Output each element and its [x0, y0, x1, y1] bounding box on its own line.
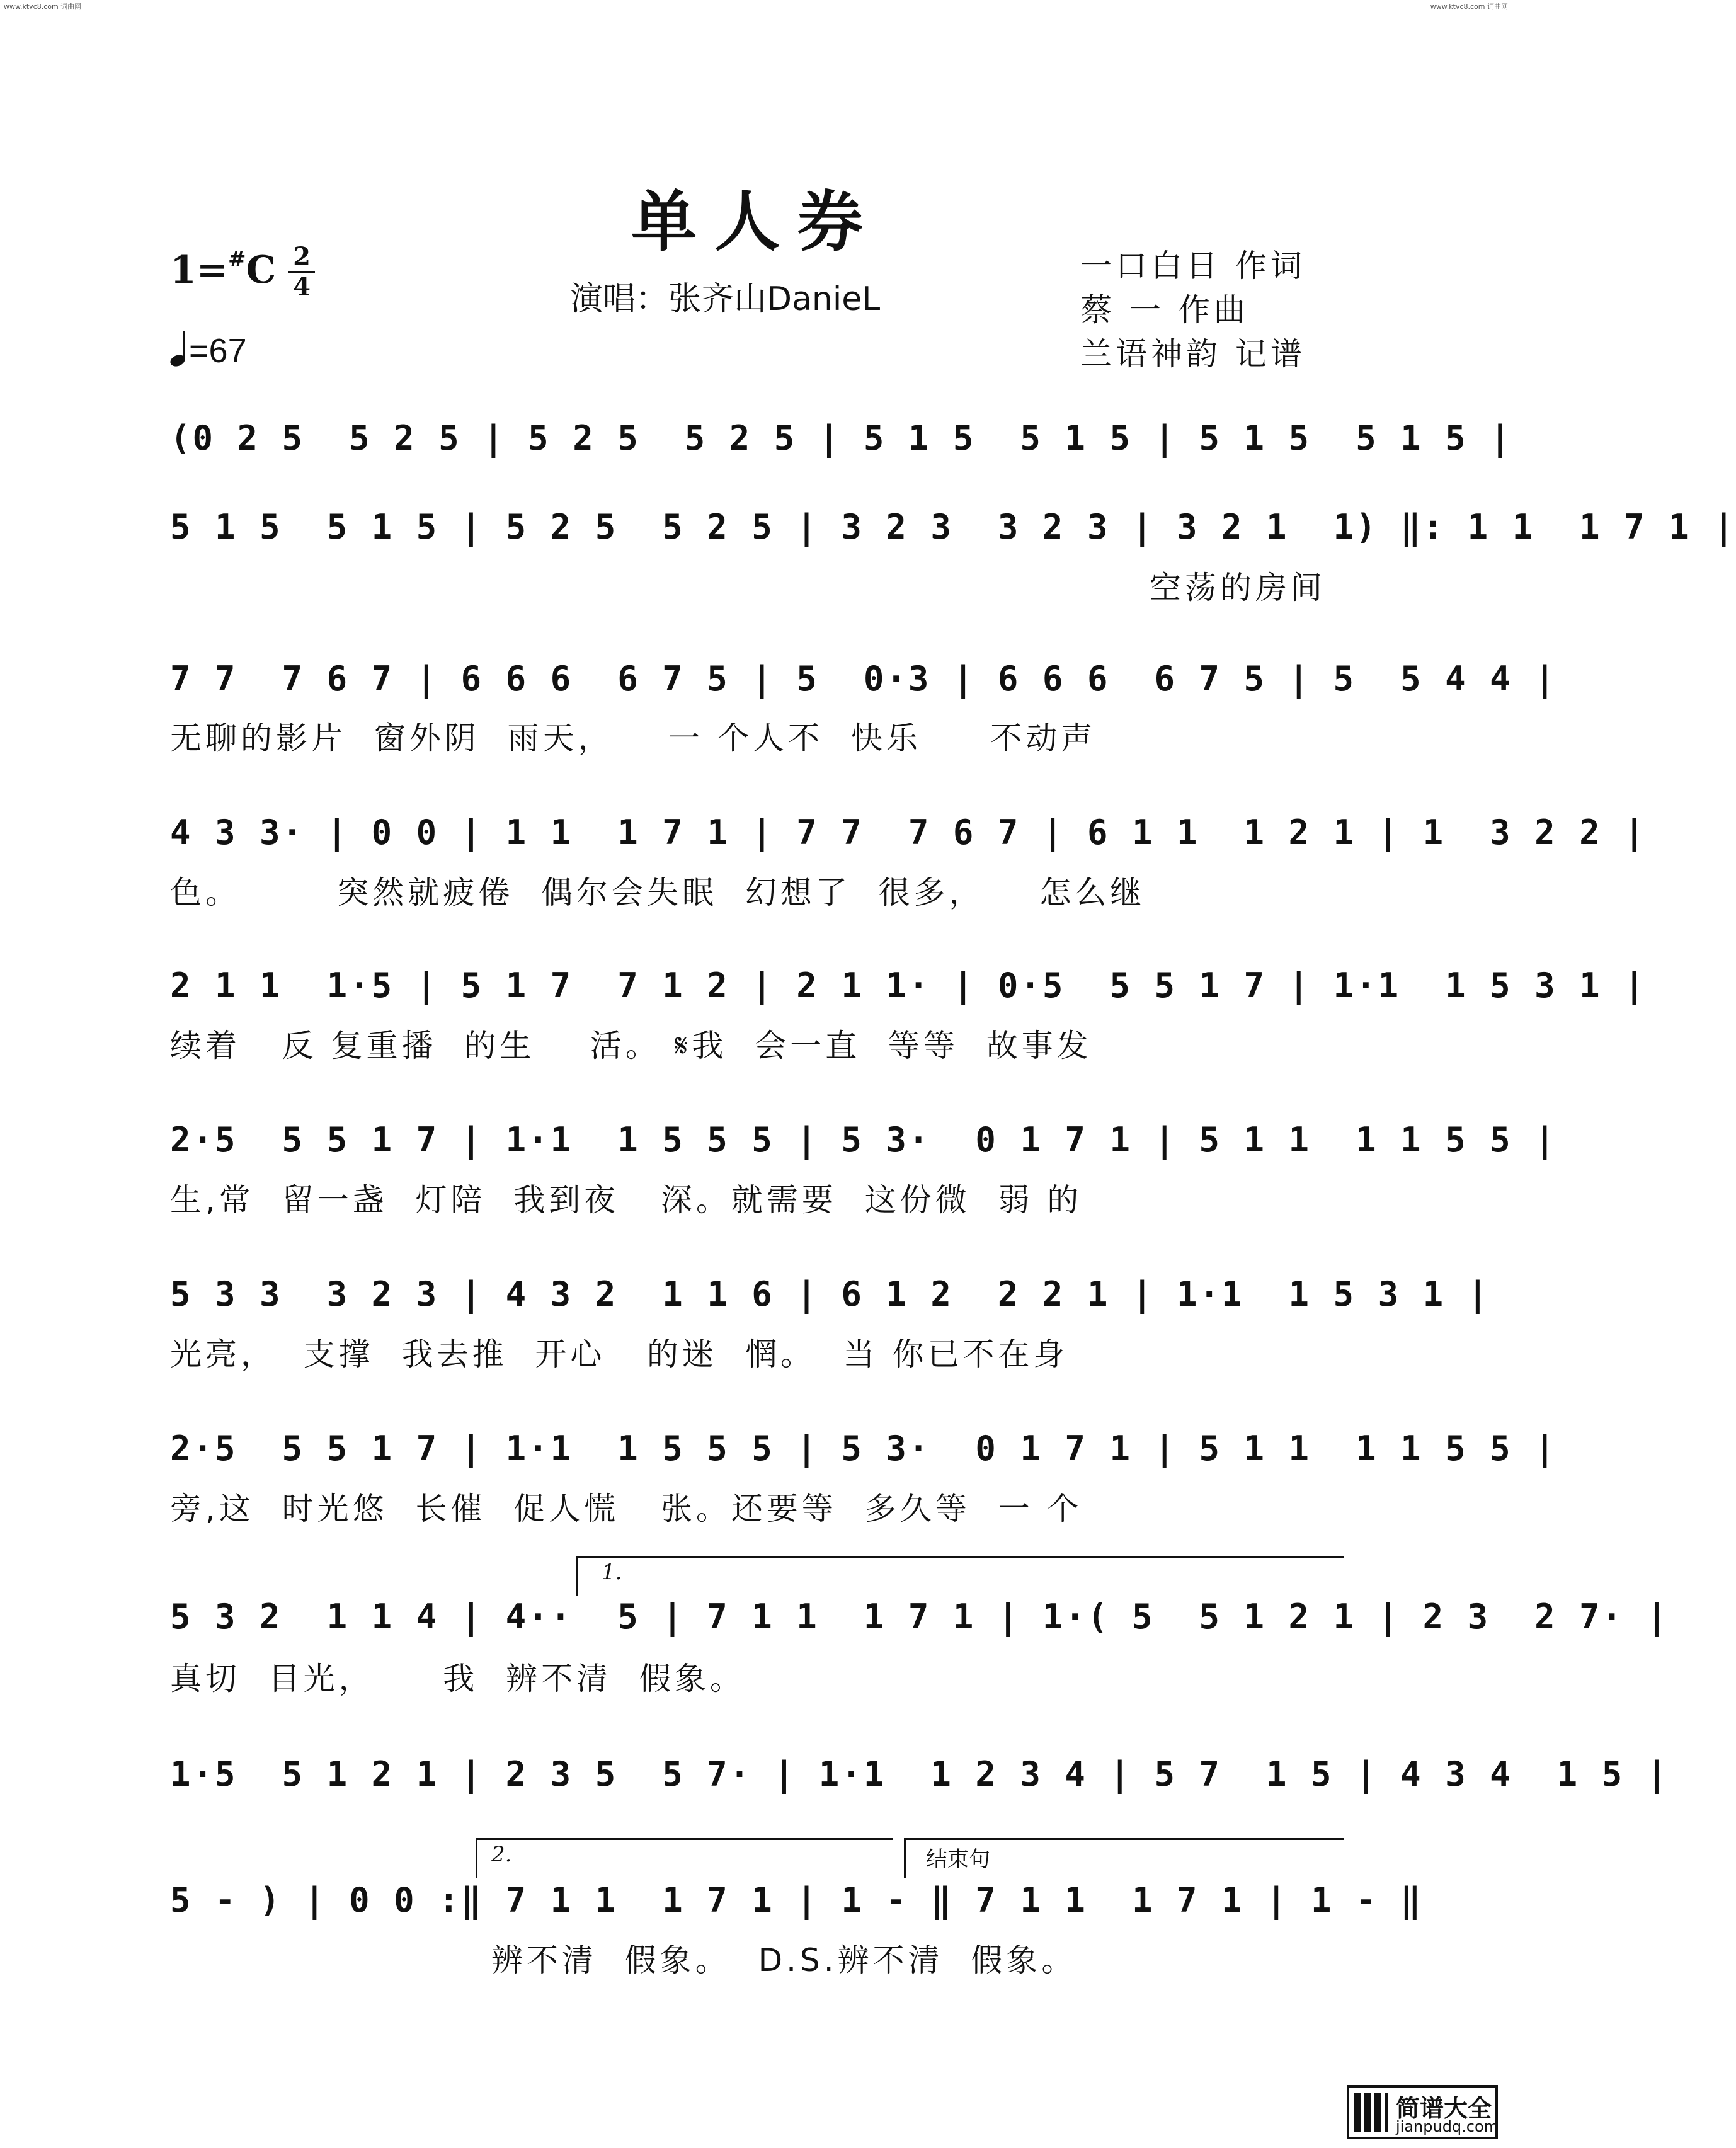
score-row-6: 2·5 5 5 1 7 | 1·1 1 5 5 5 | 5 3· 0 1 7 1 | 5 1 1 1 1 5 5 | — [170, 1120, 1557, 1160]
lyric-row-3: 无聊的影片 窗外阴 雨天， 一 个人不 快乐 不动声 — [170, 720, 1097, 757]
song-title: 单人券 — [631, 183, 881, 260]
second-ending-label: 2. — [491, 1842, 512, 1867]
lyric-row-6: 生,常 留一盏 灯陪 我到夜 深。就需要 这份微 弱 的 — [170, 1182, 1083, 1218]
singer-credit: 演唱：张齐山DanieL — [570, 280, 881, 318]
score-row-9: 5 3 2 1 1 4 | 4·· 5 | 7 1 1 1 7 1 | 1·( 5 5 1 2 1 | 2 3 2 7· | — [170, 1597, 1669, 1637]
score-row-11: 5 - ) | 0 0 :‖ 7 1 1 1 7 1 | 1 - ‖ 7 1 1 1 7 1 | 1 - ‖ — [170, 1880, 1423, 1920]
score-row-2: 5 1 5 5 1 5 | 5 2 5 5 2 5 | 3 2 3 3 2 3 | 3 2 1 1) ‖: 1 1 1 7 1 | — [170, 507, 1736, 547]
score-row-1: (0 2 5 5 2 5 | 5 2 5 5 2 5 | 5 1 5 5 1 5 | 5 1 5 5 1 5 | — [170, 418, 1512, 458]
score-row-4: 4 3 3· | 0 0 | 1 1 1 7 1 | 7 7 7 6 7 | 6 1 1 1 2 1 | 1 3 2 2 | — [170, 813, 1647, 852]
transcriber-credit: 兰语神韵 记谱 — [1080, 336, 1306, 372]
lyric-row-7: 光亮， 支撑 我去推 开心 的迷 惘。 当 你已不在身 — [170, 1336, 1069, 1373]
key-signature: 1=#C — [170, 247, 277, 292]
coda-label: 结束句 — [926, 1847, 990, 1872]
lyric-row-4: 色。 突然就疲倦 偶尔会失眠 幻想了 很多， 怎么继 — [170, 874, 1146, 911]
time-signature: 2 4 — [288, 244, 315, 300]
score-row-8: 2·5 5 5 1 7 | 1·1 1 5 5 5 | 5 3· 0 1 7 1 | 5 1 1 1 1 5 5 | — [170, 1429, 1557, 1468]
lyric-row-11: 辨不清 假象。 D.S.辨不清 假象。 — [491, 1942, 1077, 1979]
second-ending-bracket — [476, 1838, 893, 1878]
first-ending-bracket — [576, 1556, 1344, 1596]
lyricist-credit: 一口白日 作词 — [1080, 248, 1306, 284]
piano-keys-icon — [1354, 2093, 1388, 2132]
lyric-row-8: 旁,这 时光悠 长催 促人慌 张。还要等 多久等 一 个 — [170, 1490, 1083, 1527]
quarter-note-icon — [170, 331, 185, 366]
first-ending-label: 1. — [602, 1560, 622, 1585]
site-logo: 简谱大全 jianpudq.com — [1347, 2085, 1498, 2139]
header-site-right: www.ktvc8.com 词曲网 — [1430, 3, 1508, 11]
lyric-row-2: 空荡的房间 — [1150, 569, 1326, 606]
score-row-5: 2 1 1 1·5 | 5 1 7 7 1 2 | 2 1 1· | 0·5 5 5 1 7 | 1·1 1 5 3 1 | — [170, 966, 1647, 1005]
header-site-left: www.ktvc8.com 词曲网 — [4, 3, 82, 11]
composer-credit: 蔡 一 作曲 — [1080, 292, 1249, 328]
tempo-marking: =67 — [170, 331, 247, 370]
score-row-7: 5 3 3 3 2 3 | 4 3 2 1 1 6 | 6 1 2 2 2 1 | 1·1 1 5 3 1 | — [170, 1274, 1490, 1314]
lyric-row-9: 真切 目光， 我 辨不清 假象。 — [170, 1660, 745, 1697]
score-row-3: 7 7 7 6 7 | 6 6 6 6 7 5 | 5 0·3 | 6 6 6 6 7 5 | 5 5 4 4 | — [170, 659, 1557, 699]
lyric-row-5: 续着 反 复重播 的生 活。 𝄋我 会一直 等等 故事发 — [170, 1027, 1092, 1064]
score-row-10: 1·5 5 1 2 1 | 2 3 5 5 7· | 1·1 1 2 3 4 | 5 7 1 5 | 4 3 4 1 5 | — [170, 1754, 1669, 1794]
